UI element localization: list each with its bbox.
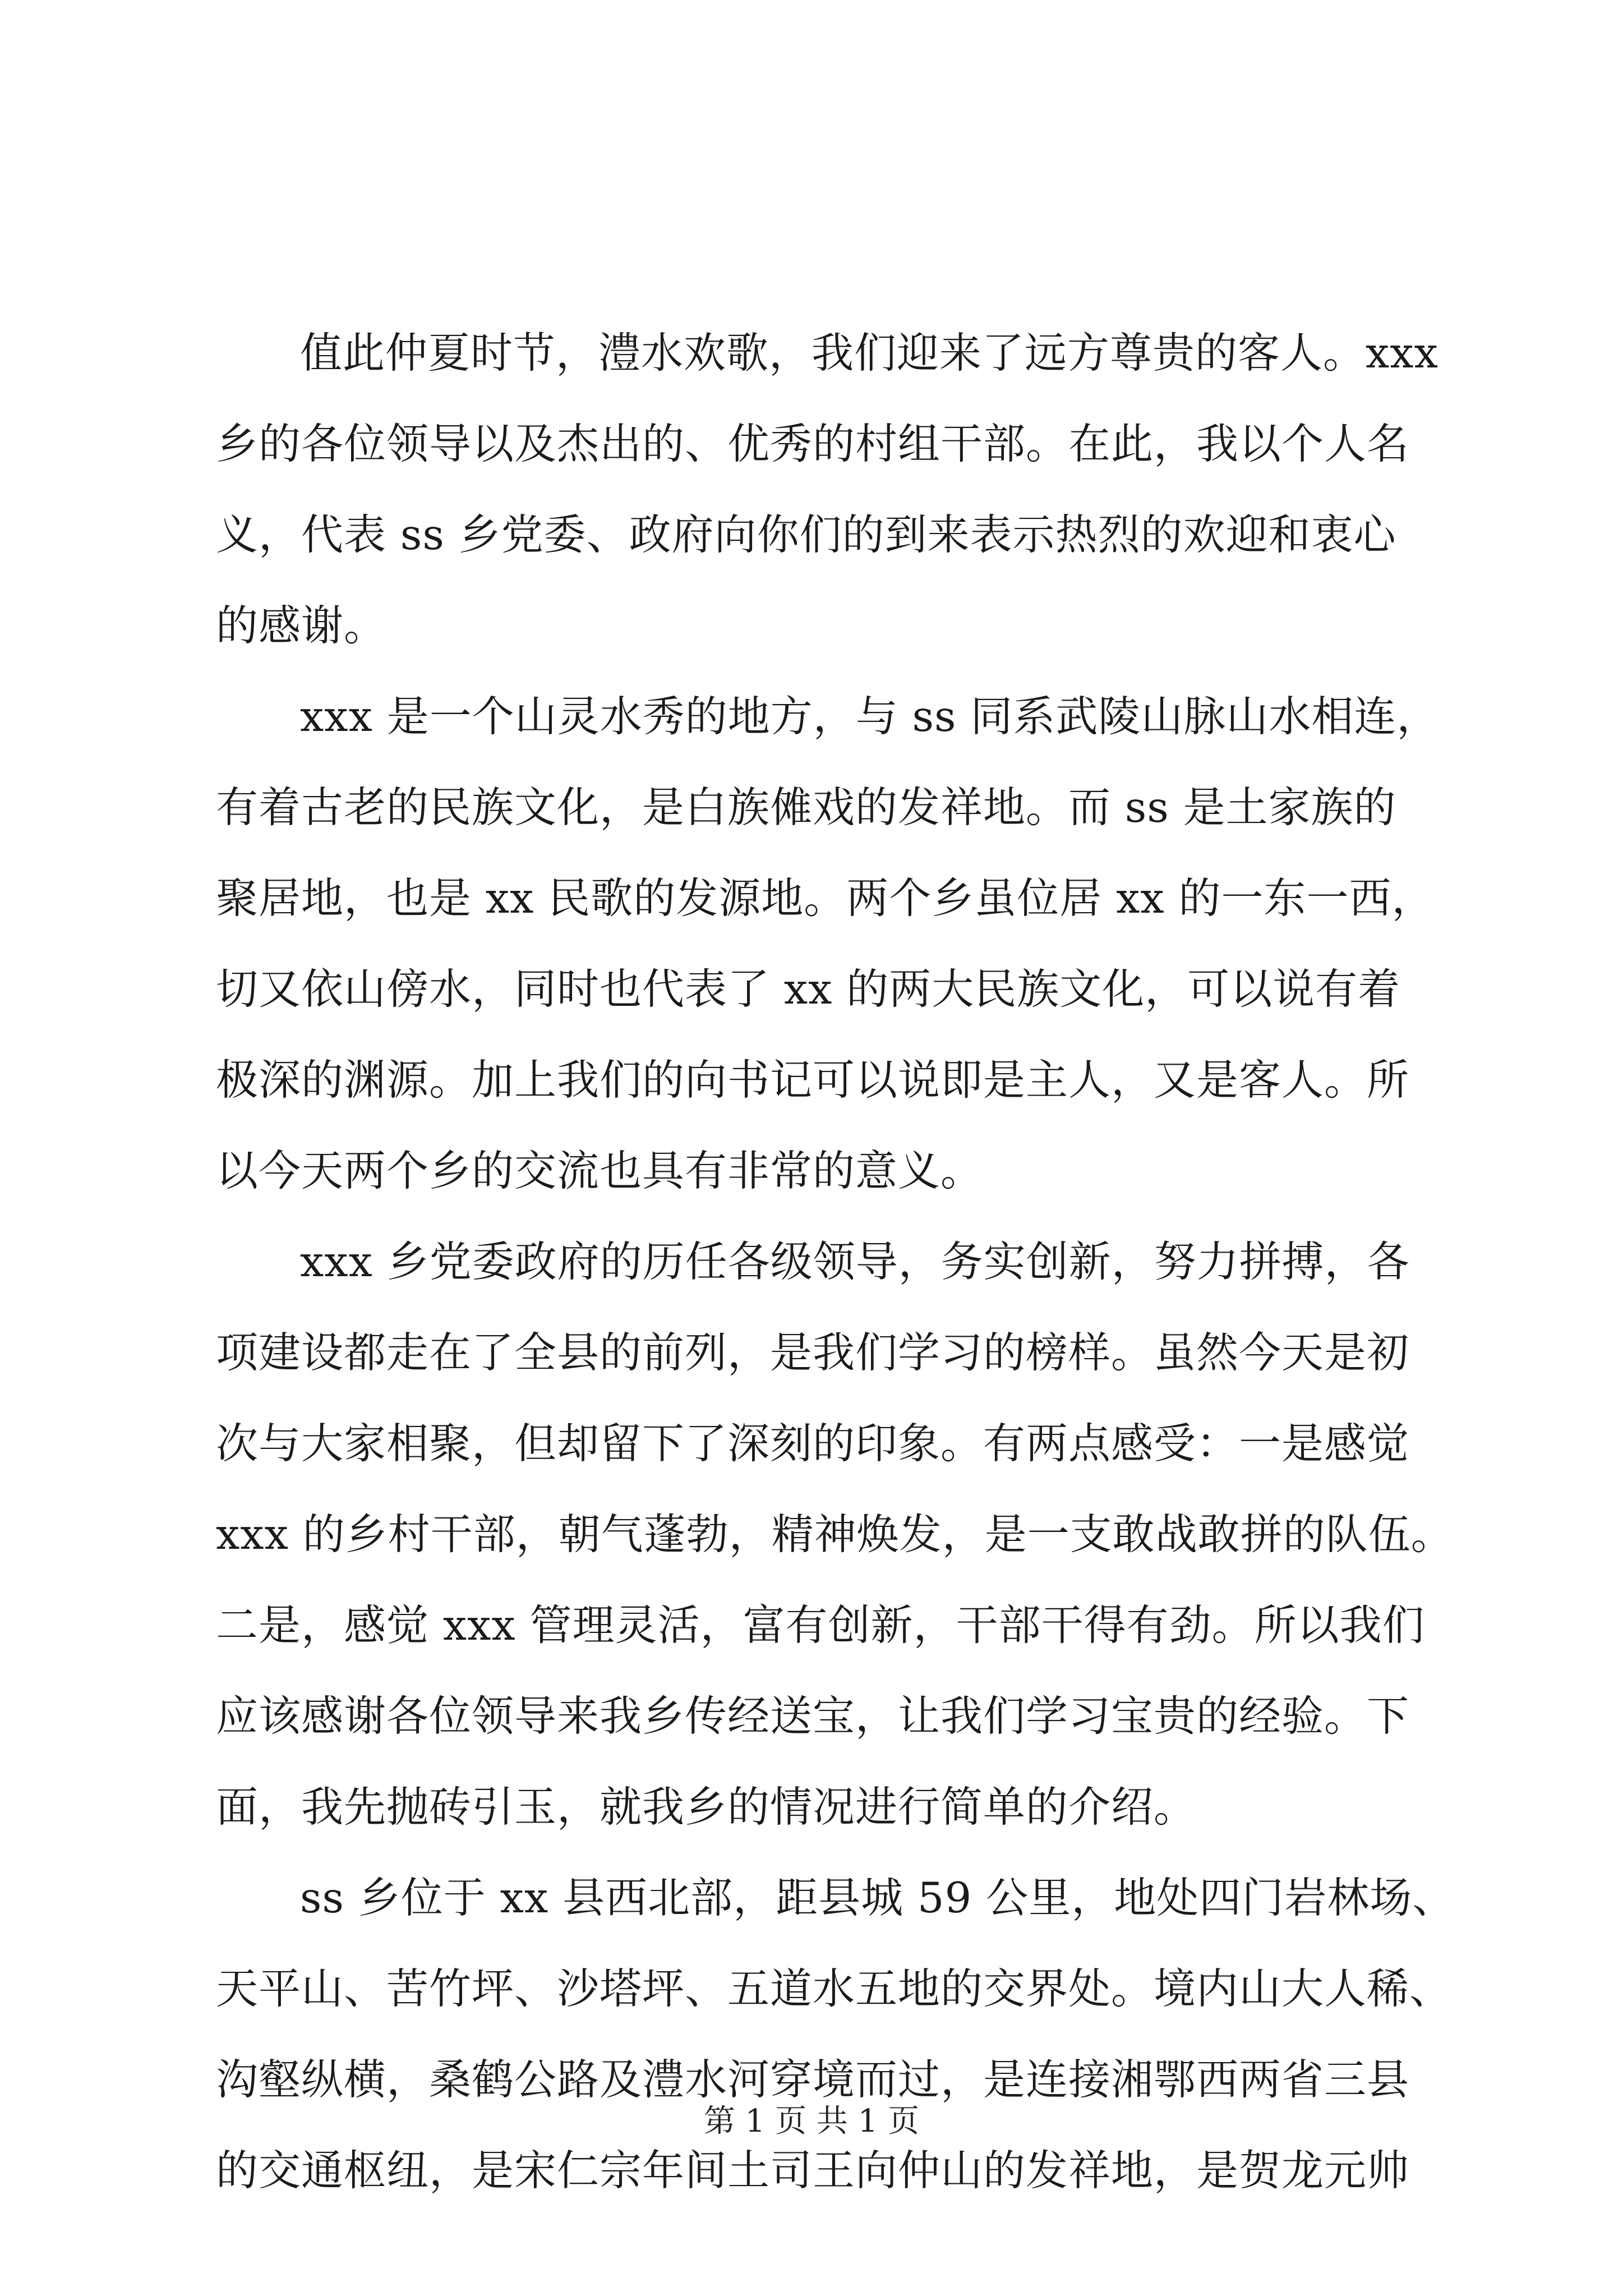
text-line: 次与大家相聚，但却留下了深刻的印象。有两点感受：一是感觉 <box>216 1419 1410 1468</box>
text-line: 面，我先抛砖引玉，就我乡的情况进行简单的介绍。 <box>216 1782 1197 1832</box>
text-line: xxx 乡党委政府的历任各级领导，务实创新，努力拼搏，各 <box>300 1237 1410 1286</box>
text-line: 值此仲夏时节，澧水欢歌，我们迎来了远方尊贵的客人。xxx <box>300 328 1438 378</box>
text-line: 切又依山傍水，同时也代表了 xx 的两大民族文化，可以说有着 <box>216 964 1401 1014</box>
text-line: 天平山、苦竹坪、沙塔坪、五道水五地的交界处。境内山大人稀、 <box>216 1964 1453 2013</box>
paragraph-welcome <box>216 307 1438 671</box>
text-line: 乡的各位领导以及杰出的、优秀的村组干部。在此，我以个人名 <box>216 419 1410 468</box>
document-body <box>216 307 1455 2216</box>
text-line: xxx 是一个山灵水秀的地方，与 ss 同系武陵山脉山水相连， <box>300 692 1440 741</box>
text-line: 极深的渊源。加上我们的向书记可以说即是主人，又是客人。所 <box>216 1055 1410 1105</box>
text-line: 应该感谢各位领导来我乡传经送宝，让我们学习宝贵的经验。下 <box>216 1691 1410 1741</box>
text-line: 聚居地，也是 xx 民歌的发源地。两个乡虽位居 xx 的一东一西， <box>216 873 1435 923</box>
text-line: ss 乡位于 xx 县西北部，距县城 59 公里，地处四门岩林场、 <box>300 1873 1455 1922</box>
text-line: 项建设都走在了全县的前列，是我们学习的榜样。虽然今天是初 <box>216 1328 1410 1377</box>
paragraph-impressions <box>216 1216 1454 1852</box>
paragraph-introduction <box>216 1852 1455 2216</box>
text-line: 沟壑纵横，桑鹤公路及澧水河穿境而过，是连接湘鄂西两省三县 <box>216 2055 1410 2104</box>
text-line: 以今天两个乡的交流也具有非常的意义。 <box>216 1146 984 1195</box>
text-line: 的感谢。 <box>216 601 387 650</box>
paragraph-culture <box>216 671 1440 1216</box>
text-line: 有着古老的民族文化，是白族傩戏的发祥地。而 ss 是土家族的 <box>216 783 1396 832</box>
text-line: 的交通枢纽，是宋仁宗年间土司王向仲山的发祥地，是贺龙元帅 <box>216 2146 1410 2195</box>
text-line: 二是，感觉 xxx 管理灵活，富有创新，干部干得有劲。所以我们 <box>216 1600 1425 1650</box>
text-line: xxx 的乡村干部，朝气蓬勃，精神焕发，是一支敢战敢拼的队伍。 <box>216 1510 1454 1559</box>
page-number-footer: 第 1 页 共 1 页 <box>703 2103 920 2139</box>
text-line: 义，代表 ss 乡党委、政府向你们的到来表示热烈的欢迎和衷心 <box>216 510 1396 559</box>
